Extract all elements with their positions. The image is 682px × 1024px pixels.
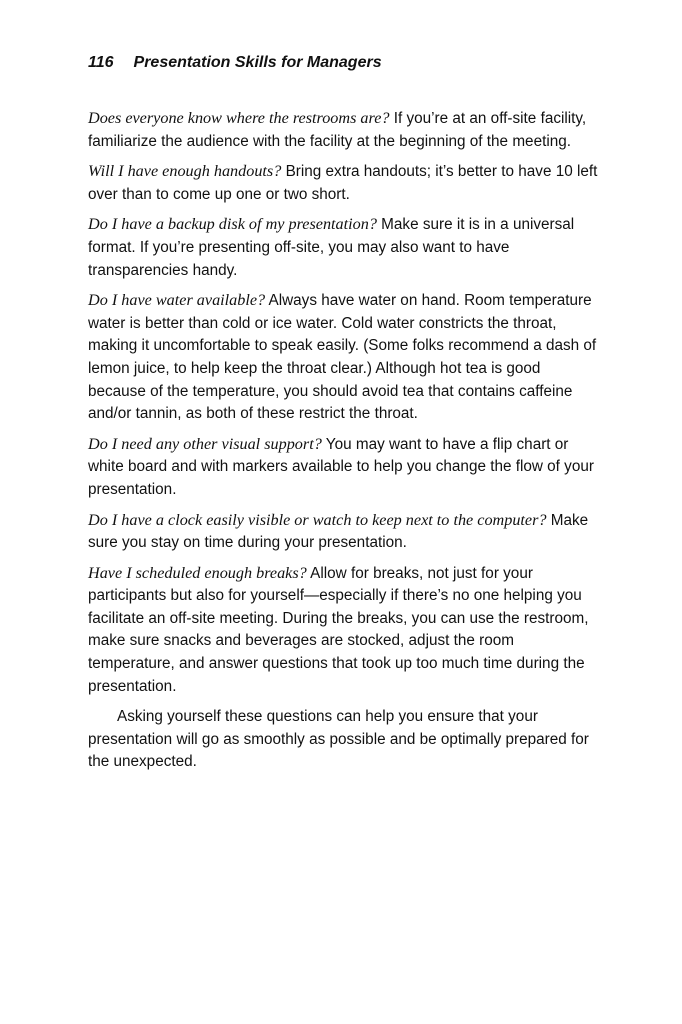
- question-handouts: Will I have enough handouts?: [88, 162, 282, 181]
- answer-clock: Make sure you stay on time during your presentation.: [88, 511, 589, 552]
- page-number: 116: [88, 54, 114, 71]
- answer-visual-support: You may want to have a flip chart or white board and with markers available to help you change the flow of your presentation.: [88, 435, 594, 498]
- paragraph-visual-support: [88, 433, 600, 502]
- question-clock: Do I have a clock easily visible or watch to keep next to the computer?: [88, 510, 547, 529]
- answer-breaks: Allow for breaks, not just for your participants but also for yourself—especially if there’s no one helping you facilitate an off-site meeting. During the breaks, you can use the restroom, make sure snacks and beverages are stocked, adjust the room temperature, and answer questions that took up too much time during the presentation.: [88, 564, 589, 695]
- paragraph-breaks: [88, 562, 600, 699]
- book-title: Presentation Skills for Managers: [133, 54, 382, 71]
- paragraph-clock: [88, 509, 600, 555]
- question-visual-support: Do I need any other visual support?: [88, 434, 322, 453]
- question-breaks: Have I scheduled enough breaks?: [88, 563, 307, 582]
- question-restrooms: Does everyone know where the restrooms are?: [88, 109, 390, 127]
- paragraph-restrooms: [88, 107, 600, 153]
- paragraph-handouts: [88, 160, 600, 206]
- answer-restrooms: If you’re at an off-site facility, familiarize the audience with the facility at the beginning of the meeting.: [88, 110, 587, 150]
- closing-paragraph: Asking yourself these questions can help you ensure that your presentation will go as smoothly as possible and be optimally prepared for the unexpected.: [88, 708, 589, 771]
- question-backup-disk: Do I have a backup disk of my presentation?: [88, 215, 377, 234]
- answer-water: Always have water on hand. Room temperature water is better than cold or ice water. Cold water constricts the throat, making it uncomfortable to speak easily. (Some folks recommend a dash of lemon juice, to help keep the throat clear.) Although hot tea is good because of the temperature, you should avoid tea that contains caffeine and/or tannin, as both of these restrict the throat.: [88, 292, 597, 423]
- answer-handouts: Bring extra handouts; it’s better to have 10 left over than to come up one or two short.: [88, 163, 598, 203]
- paragraph-water: [88, 289, 600, 426]
- book-page: [88, 52, 600, 781]
- running-head: [88, 52, 600, 74]
- paragraph-backup-disk: [88, 213, 600, 282]
- question-water: Do I have water available?: [88, 291, 266, 310]
- answer-backup-disk: Make sure it is in a universal format. If you’re presenting off-site, you may also want to have transparencies handy.: [88, 216, 575, 279]
